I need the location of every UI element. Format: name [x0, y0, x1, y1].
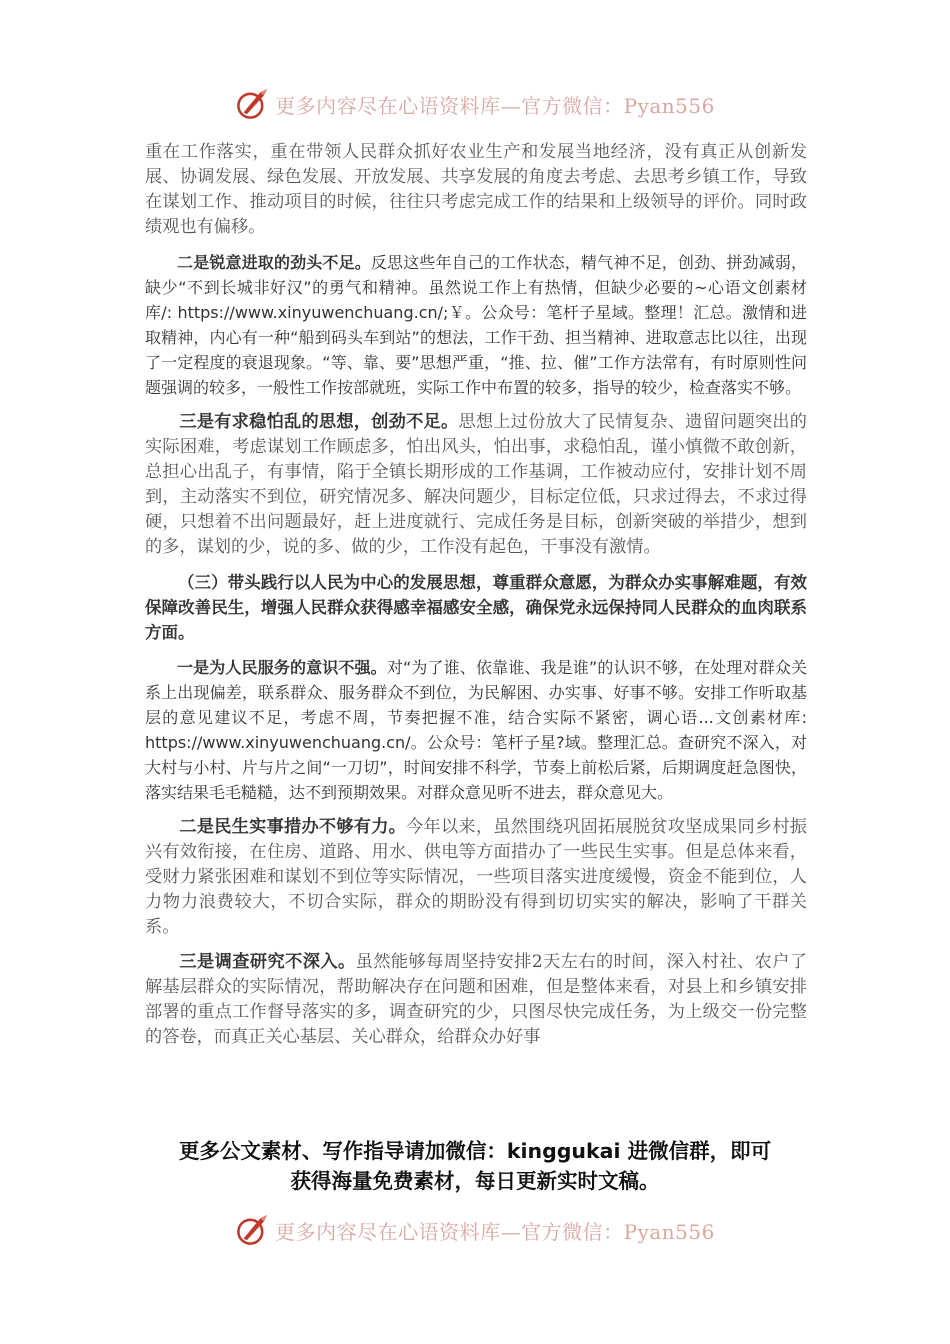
quill-logo-icon	[235, 1213, 269, 1247]
header-banner-text: 更多内容尽在心语资料库—官方微信：Pyan556	[275, 93, 715, 118]
paragraph-continuation: 重在工作落实，重在带领人民群众抓好农业生产和发展当地经济，没有真正从创新发展、协调发展、绿色发展、开放发展、共享发展的角度去考虑、去思考乡镇工作，导致在谋划工作、推动项目的时候，往往只考虑完成工作的结果和上级领导的评价。同时政绩观也有偏移。	[145, 142, 807, 237]
paragraph-first-point	[145, 655, 807, 805]
paragraph-third-point	[145, 410, 807, 560]
paragraph-lead: 一是为人民服务的意识不强。	[177, 658, 387, 677]
header-banner	[0, 84, 950, 124]
promo-notice	[120, 1136, 830, 1196]
paragraph-lead: 二是民生实事措办不够有力。	[179, 817, 407, 837]
promo-notice-line-1: 更多公文素材、写作指导请加微信：kinggukai 进微信群，即可	[178, 1139, 772, 1163]
document-body	[145, 140, 807, 1060]
paragraph-text: 虽然能够每周坚持安排2天左右的时间，深入村社、农户了解基层群众的实际情况，帮助解决存在问题和困难，但是整体来看，对县上和乡镇安排部署的重点工作督导落实的多，调查研究的少，只图尽快完成任务，为上级交一份完整的答卷，而真正关心基层、关心群众，给群众办好事	[145, 952, 808, 1047]
paragraph-second-point-livelihood	[145, 815, 807, 940]
paragraph-text: 思想上过份放大了民情复杂、遗留问题突出的实际困难，考虑谋划工作顾虑多，怕出风头，怕出事，求稳怕乱，谨小慎微不敢创新，总担心出乱子，有事情，陷于全镇长期形成的工作基调，工作被动应付，安排计划不周到，主动落实不到位，研究情况多、解决问题少，目标定位低，只求过得去，不求过得硬，只想着不出问题最好，赶上进度就行、完成任务是目标，创新突破的举措少，想到的多，谋划的少，说的多、做的少，工作没有起色，干事没有激情。	[145, 412, 807, 557]
footer-banner	[0, 1210, 950, 1250]
paragraph-text: 今年以来，虽然围绕巩固拓展脱贫攻坚成果同乡村振兴有效衔接，在住房、道路、用水、供电等方面措办了一些民生实事。但是总体来看，受财力紧张困难和谋划不到位等实际情况，一些项目落实进度缓慢，资金不能到位，人力物力浪费较大，不切合实际，群众的期盼没有得到切切实实的解决，影响了干群关系。	[145, 817, 807, 937]
paragraph-third-point-research	[145, 950, 807, 1050]
paragraph-text: 对“为了谁、依靠谁、我是谁”的认识不够，在处理对群众关系上出现偏差，联系群众、服务群众不到位，为民解困、办实事、好事不够。安排工作听取基层的意见建议不足，考虑不周，节奏把握不准，结合实际不紧密，调心语...文创素材库: https://www.xinyuwenchuang.cn/。公众号：笔杆子星?域。整理汇总。查研究不深入，对大村与小村、片与片之间“一刀切”，时间安排不科学，节奏上前松后紧，后期调度赶急图快，落实结果毛毛糙糙，达不到预期效果。对群众意见听不进去，群众意见大。	[145, 658, 807, 802]
promo-notice-line-2: 获得海量免费素材，每日更新实时文稿。	[290, 1169, 660, 1193]
footer-banner-text: 更多内容尽在心语资料库—官方微信：Pyan556	[275, 1219, 715, 1244]
section-heading: （三）带头践行以人民为中心的发展思想，尊重群众意愿，为群众办实事解难题，有效保障改善民生，增强人民群众获得感幸福感安全感，确保党永远保持同人民群众的血肉联系方面。	[145, 573, 807, 642]
paragraph-text: 反思这些年自己的工作状态，精气神不足，创劲、拼劲减弱，缺少“不到长城非好汉”的勇气和精神。虽然说工作上有热情，但缺少必要的~心语文创素材库/: https://www.xinyuwenchuang.cn/;￥。公众号：笔杆子星域。整理！汇总。激情和进取精神，内心有一种“船到码头车到站”的想法，工作干劲、担当精神、进取意志比以往，出现了一定程度的衰退现象。“等、靠、要”思想严重，“推、拉、催”工作方法常有，有时原则性问题强调的较多，一般性工作按部就班，实际工作中布置的较多，指导的较少，检查落实不够。	[145, 253, 807, 397]
paragraph-lead: 二是锐意进取的劲头不足。	[177, 253, 371, 272]
paragraph-lead: 三是有求稳怕乱的思想，创劲不足。	[179, 412, 459, 432]
paragraph-lead: 三是调查研究不深入。	[179, 952, 356, 972]
quill-logo-icon	[235, 87, 269, 121]
paragraph-second-point	[145, 250, 807, 400]
